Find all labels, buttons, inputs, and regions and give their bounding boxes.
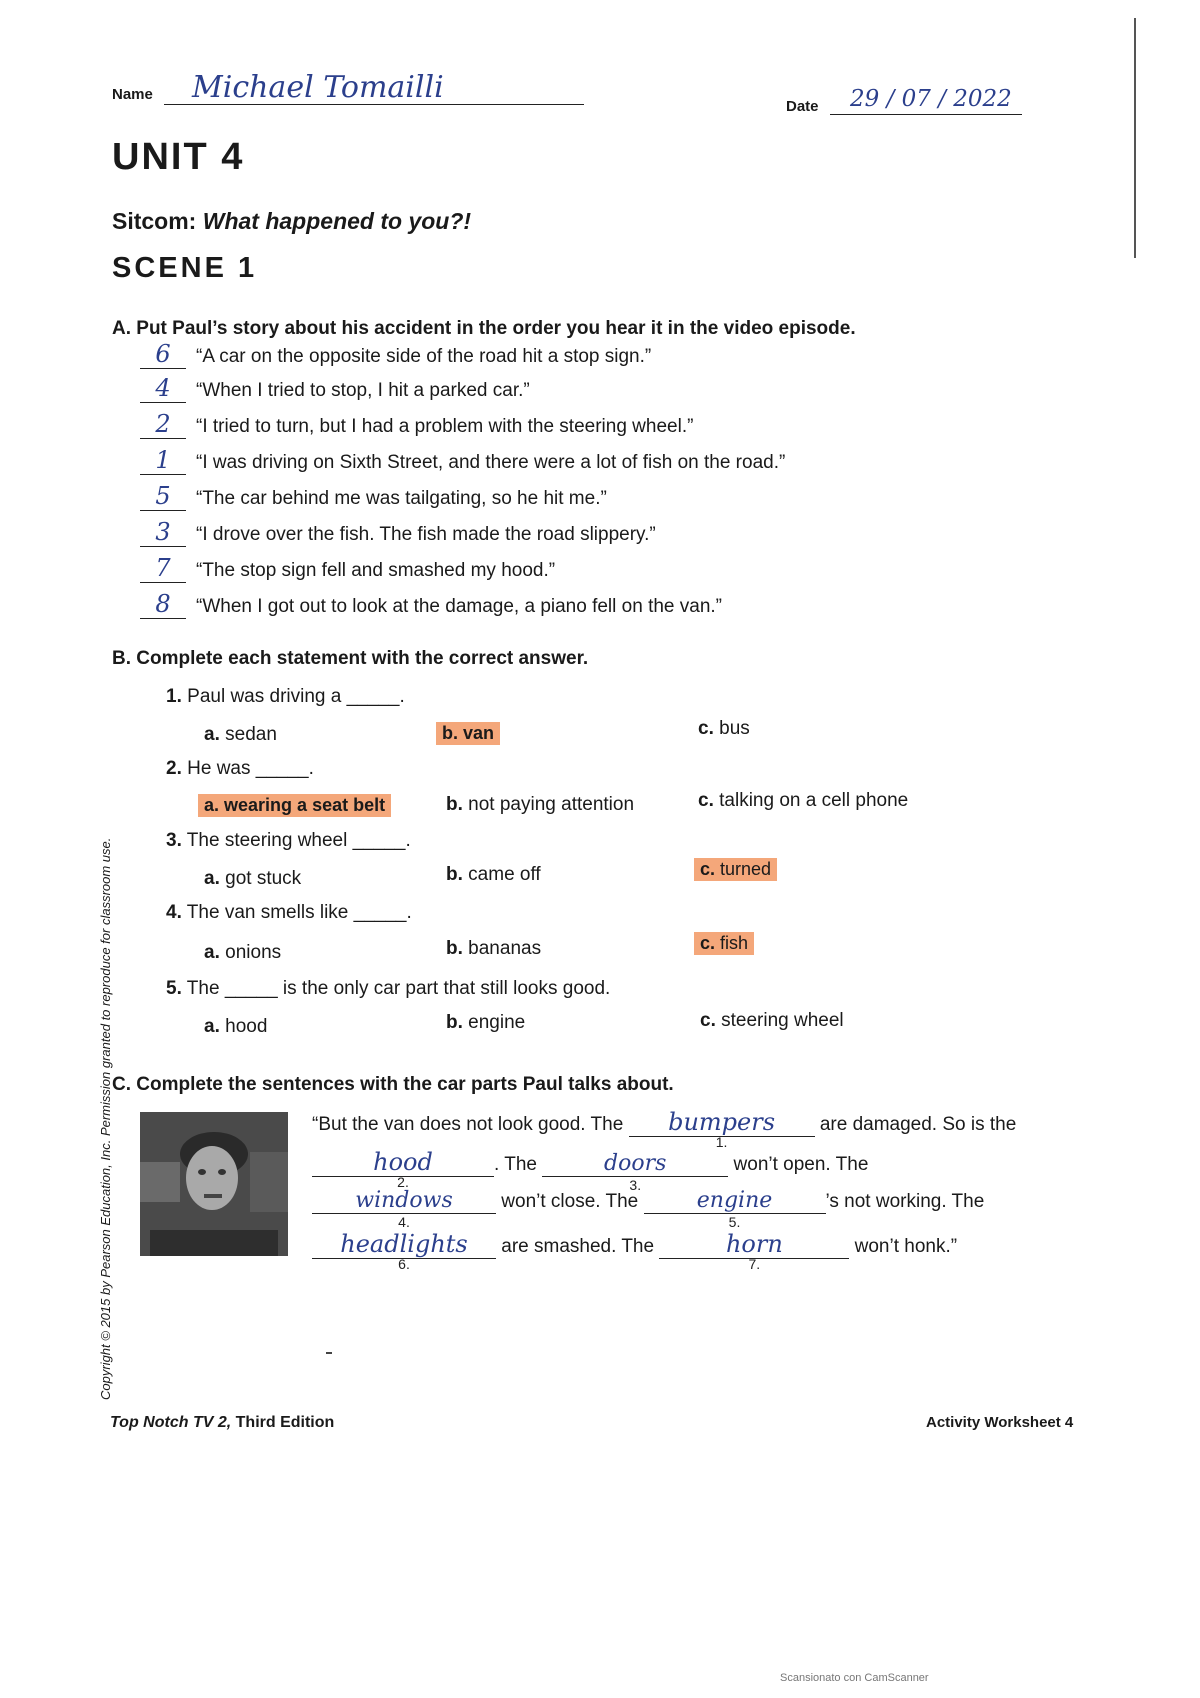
- option-b: b. engine: [446, 1012, 526, 1033]
- answer-blank-1: bumpers 1.: [629, 1108, 815, 1137]
- cloze-line-4: headlights 6. are smashed. The horn 7. won’t honk.”: [312, 1230, 957, 1259]
- section-c-heading: [112, 1074, 674, 1096]
- option-b-selected: b. van: [436, 722, 500, 745]
- sitcom-prefix: Sitcom:: [112, 208, 197, 234]
- section-c-instruction: Complete the sentences with the car parts Paul talks about.: [136, 1074, 674, 1095]
- date-label: Date: [786, 98, 819, 115]
- order-answer: 5: [140, 482, 186, 511]
- copyright-notice: Copyright © 2015 by Pearson Education, Inc. Permission granted to reproduce for classroom use.: [98, 837, 113, 1400]
- story-text: “I drove over the fish. The fish made the road slippery.”: [196, 524, 656, 545]
- section-b-heading: [112, 648, 588, 670]
- story-text: “The car behind me was tailgating, so he hit me.”: [196, 488, 607, 509]
- story-text: “I tried to turn, but I had a problem with the steering wheel.”: [196, 416, 694, 437]
- scanner-watermark: Scansionato con CamScanner: [780, 1672, 929, 1684]
- option-c: c. bus: [698, 718, 750, 739]
- story-item: [140, 340, 651, 369]
- option-c: c. talking on a cell phone: [698, 790, 909, 811]
- story-item: [140, 590, 722, 619]
- order-answer: 8: [140, 590, 186, 619]
- story-item: [140, 482, 607, 511]
- option-a: a. onions: [204, 942, 282, 963]
- name-value: Michael Tomailli: [192, 70, 444, 105]
- question-stem: 2. He was _____.: [166, 758, 314, 779]
- story-text: “A car on the opposite side of the road hit a stop sign.”: [196, 346, 652, 367]
- answer-blank-4: windows 4.: [312, 1188, 496, 1214]
- answer-blank-3: doors 3.: [542, 1151, 728, 1177]
- option-a: a. got stuck: [204, 868, 302, 889]
- story-item: [140, 446, 785, 475]
- cloze-line-3: windows 4. won’t close. The engine 5. ’s not working. The: [312, 1188, 984, 1214]
- book-title: Top Notch TV 2, Third Edition: [110, 1414, 335, 1431]
- order-answer: 7: [140, 554, 186, 583]
- paul-photo-image: [140, 1112, 288, 1256]
- story-text: “I was driving on Sixth Street, and there were a lot of fish on the road.”: [196, 452, 786, 473]
- story-text: “When I tried to stop, I hit a parked car.”: [196, 380, 530, 401]
- story-item: [140, 554, 555, 583]
- order-answer: 2: [140, 410, 186, 439]
- name-field: [112, 72, 582, 108]
- option-b: b. bananas: [446, 938, 542, 959]
- story-text: “The stop sign fell and smashed my hood.”: [196, 560, 556, 581]
- unit-title: UNIT 4: [112, 136, 245, 178]
- scan-edge-line: [1134, 18, 1136, 258]
- option-a: a. sedan: [204, 724, 277, 745]
- worksheet-label: Activity Worksheet 4: [926, 1414, 1074, 1431]
- answer-blank-7: horn 7.: [659, 1230, 849, 1259]
- scene-title: SCENE 1: [112, 252, 258, 284]
- question-stem: 3. The steering wheel _____.: [166, 830, 411, 851]
- option-b: b. came off: [446, 864, 541, 885]
- order-answer: 4: [140, 374, 186, 403]
- section-b-instruction: Complete each statement with the correct answer.: [136, 648, 589, 669]
- order-answer: 1: [140, 446, 186, 475]
- name-label: Name: [112, 86, 153, 103]
- date-value: 29 / 07 / 2022: [850, 86, 1012, 112]
- order-answer: 6: [140, 340, 186, 369]
- option-c: c. steering wheel: [700, 1010, 844, 1031]
- story-item: [140, 374, 530, 403]
- section-c-letter: C.: [112, 1074, 131, 1095]
- sitcom-title: [112, 208, 471, 235]
- cloze-line-2: hood 2. . The doors 3. won’t open. The: [312, 1148, 868, 1177]
- paul-photo: [140, 1112, 288, 1256]
- section-a-instruction: Put Paul’s story about his accident in the order you hear it in the video episode.: [136, 318, 856, 339]
- section-b-letter: B.: [112, 648, 131, 669]
- sitcom-episode: What happened to you?!: [202, 208, 472, 234]
- date-line: [830, 114, 1022, 115]
- stray-mark: [326, 1352, 332, 1354]
- section-a-letter: A.: [112, 318, 131, 339]
- section-a-heading: [112, 318, 856, 340]
- option-a-selected: a. wearing a seat belt: [198, 794, 391, 817]
- story-text: “When I got out to look at the damage, a piano fell on the van.”: [196, 596, 722, 617]
- order-answer: 3: [140, 518, 186, 547]
- question-stem: 1. Paul was driving a _____.: [166, 686, 405, 707]
- story-item: [140, 518, 656, 547]
- cloze-line-1: “But the van does not look good. The bumpers 1. are damaged. So is the: [312, 1108, 1017, 1150]
- option-c-selected: c. fish: [694, 932, 754, 955]
- question-stem: 4. The van smells like _____.: [166, 902, 412, 923]
- question-stem: 5. The _____ is the only car part that still looks good.: [166, 978, 611, 999]
- option-b: b. not paying attention: [446, 794, 635, 815]
- option-c-selected: c. turned: [694, 858, 777, 881]
- date-field: [786, 84, 1026, 120]
- story-item: [140, 410, 693, 439]
- answer-blank-6: headlights 6.: [312, 1230, 496, 1259]
- answer-blank-2: hood 2.: [312, 1148, 494, 1177]
- answer-blank-5: engine 5.: [644, 1188, 826, 1214]
- option-a: a. hood: [204, 1016, 268, 1037]
